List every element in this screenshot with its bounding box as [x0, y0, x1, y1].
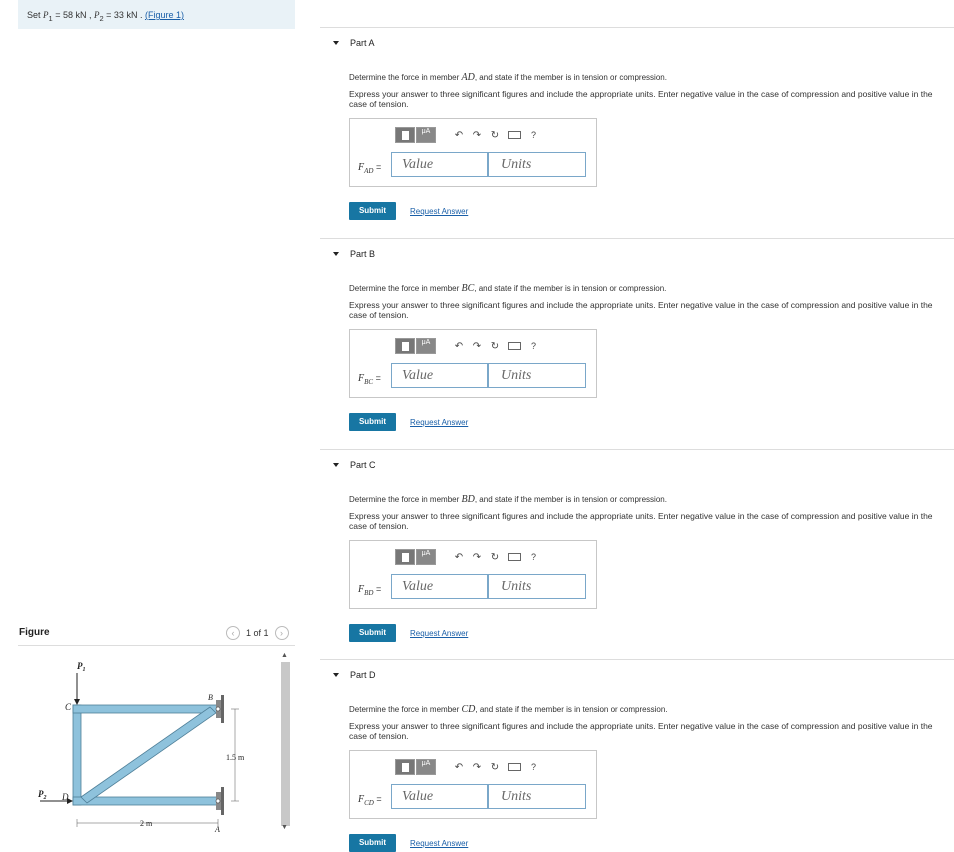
part-divider — [320, 238, 954, 239]
part-title: Part A — [350, 38, 375, 48]
answer-toolbar — [395, 127, 536, 143]
templates-icon[interactable] — [395, 759, 415, 775]
pin-a — [216, 799, 220, 803]
keyboard-icon[interactable] — [508, 131, 521, 139]
question-suffix: , and state if the member is in tension or compression. — [475, 705, 668, 714]
answer-box — [349, 750, 597, 819]
p2-subscript: 2 — [99, 13, 104, 23]
question-text — [349, 704, 949, 715]
question-text — [349, 494, 949, 505]
undo-icon[interactable]: ↶ — [454, 551, 464, 563]
part-divider — [320, 27, 954, 28]
part-divider — [320, 449, 954, 450]
support-b-wall — [221, 695, 224, 723]
undo-icon[interactable]: ↶ — [454, 761, 464, 773]
equals-sign: = — [376, 794, 382, 804]
force-symbol: F — [358, 794, 365, 805]
redo-icon[interactable]: ↷ — [472, 340, 482, 352]
question-text — [349, 72, 949, 83]
reset-icon[interactable]: ↻ — [490, 340, 500, 352]
question-suffix: , and state if the member is in tension or compression. — [474, 495, 667, 504]
caret-down-icon[interactable] — [333, 252, 339, 256]
request-answer-link[interactable]: Request Answer — [410, 207, 469, 216]
label-height: 1.5 m — [226, 753, 245, 762]
member-name: BD — [461, 494, 475, 505]
part-header[interactable] — [333, 249, 375, 259]
answer-box — [349, 329, 597, 398]
reset-icon[interactable]: ↻ — [490, 761, 500, 773]
redo-icon[interactable]: ↷ — [472, 761, 482, 773]
p2-value: = 33 kN . — [103, 10, 143, 20]
question-prefix: Determine the force in member — [349, 73, 462, 82]
undo-icon[interactable]: ↶ — [454, 340, 464, 352]
submit-button[interactable]: Submit — [349, 624, 396, 642]
help-icon[interactable]: ? — [531, 762, 537, 772]
answer-box — [349, 118, 597, 187]
units-icon[interactable]: μA — [416, 759, 436, 775]
truss-figure — [30, 655, 270, 834]
force-label — [358, 794, 382, 807]
undo-icon[interactable]: ↶ — [454, 129, 464, 141]
units-input[interactable]: Units — [488, 152, 586, 177]
label-p2: $P_2$ — [38, 789, 47, 801]
part-header[interactable] — [333, 460, 376, 470]
value-input[interactable]: Value — [391, 574, 488, 599]
p1-symbol: P — [43, 10, 49, 20]
submit-button[interactable]: Submit — [349, 413, 396, 431]
answer-toolbar — [395, 338, 536, 354]
force-subscript: AD — [364, 166, 374, 175]
keyboard-icon[interactable] — [508, 763, 521, 771]
figure-pager — [226, 626, 289, 640]
member-name: AD — [461, 72, 475, 83]
redo-icon[interactable]: ↷ — [472, 551, 482, 563]
figure-divider — [18, 645, 295, 646]
units-input[interactable]: Units — [488, 784, 586, 809]
instructions-text: Express your answer to three significant figures and include the appropriate units. Enter negative value in the case of compression and positive value in the case of tension. — [349, 511, 933, 531]
question-prefix: Determine the force in member — [349, 705, 462, 714]
redo-icon[interactable]: ↷ — [472, 129, 482, 141]
part-divider — [320, 659, 954, 660]
answer-box — [349, 540, 597, 609]
templates-icon[interactable] — [395, 127, 415, 143]
scroll-down-icon[interactable]: ▼ — [281, 824, 288, 831]
instructions-text: Express your answer to three significant figures and include the appropriate units. Enter negative value in the case of compression and positive value in the case of tension. — [349, 89, 933, 109]
units-icon[interactable]: μA — [416, 549, 436, 565]
caret-down-icon[interactable] — [333, 463, 339, 467]
force-subscript: CD — [364, 798, 374, 807]
equals-sign: = — [375, 373, 381, 383]
force-label — [358, 373, 381, 386]
equals-sign: = — [375, 584, 382, 594]
caret-down-icon[interactable] — [333, 673, 339, 677]
p1-value: = 58 kN , — [52, 10, 92, 20]
member-cd — [73, 705, 81, 805]
scroll-up-icon[interactable]: ▲ — [281, 652, 288, 659]
question-suffix: , and state if the member is in tension or compression. — [474, 284, 667, 293]
part-title: Part C — [350, 460, 376, 470]
force-subscript: BD — [364, 588, 374, 597]
request-answer-link[interactable]: Request Answer — [410, 839, 469, 848]
member-name: BC — [461, 283, 475, 294]
answer-toolbar — [395, 549, 536, 565]
value-input[interactable]: Value — [391, 152, 488, 177]
units-input[interactable]: Units — [488, 363, 586, 388]
part-title: Part B — [350, 249, 376, 259]
force-symbol: F — [358, 584, 365, 595]
part-header[interactable] — [333, 38, 375, 48]
support-a-wall — [221, 787, 224, 815]
help-icon[interactable]: ? — [531, 341, 537, 351]
question-prefix: Determine the force in member — [349, 284, 462, 293]
label-a: A — [215, 825, 220, 834]
label-c: C — [65, 702, 72, 712]
force-subscript: BC — [364, 377, 374, 386]
value-input[interactable]: Value — [391, 363, 488, 388]
part-title: Part D — [350, 670, 376, 680]
question-text — [349, 283, 949, 294]
value-input[interactable]: Value — [391, 784, 488, 809]
label-d: D — [62, 792, 69, 802]
figure-link[interactable]: (Figure 1) — [144, 10, 184, 20]
reset-icon[interactable]: ↻ — [490, 129, 500, 141]
figure-scrollbar[interactable] — [278, 652, 292, 834]
member-cb — [73, 705, 218, 713]
p1-subscript: 1 — [48, 13, 53, 23]
keyboard-icon[interactable] — [508, 553, 521, 561]
templates-icon[interactable] — [395, 549, 415, 565]
answer-toolbar — [395, 759, 536, 775]
caret-down-icon[interactable] — [333, 41, 339, 45]
submit-button[interactable]: Submit — [349, 202, 396, 220]
label-width: 2 m — [140, 819, 153, 828]
keyboard-icon[interactable] — [508, 342, 521, 350]
figure-label: Figure — [19, 627, 50, 638]
units-icon[interactable]: μA — [416, 127, 436, 143]
load-p1-head — [74, 699, 80, 705]
question-suffix: , and state if the member is in tension or compression. — [474, 73, 667, 82]
force-symbol: F — [358, 373, 365, 384]
units-icon[interactable]: μA — [416, 338, 436, 354]
pin-b — [216, 707, 220, 711]
member-da — [73, 797, 218, 805]
submit-button[interactable]: Submit — [349, 834, 396, 852]
force-symbol: F — [358, 162, 365, 173]
pager-text: 1 of 1 — [246, 628, 269, 638]
templates-icon[interactable] — [395, 338, 415, 354]
member-db — [81, 707, 216, 803]
question-prefix: Determine the force in member — [349, 495, 462, 504]
member-name: CD — [461, 704, 476, 715]
request-answer-link[interactable]: Request Answer — [410, 629, 469, 638]
label-b: B — [208, 693, 213, 702]
label-p1: $P_1$ — [77, 661, 86, 673]
instructions-text: Express your answer to three significant figures and include the appropriate units. Enter negative value in the case of compression and positive value in the case of tension. — [349, 721, 933, 741]
force-label — [358, 584, 381, 597]
part-header[interactable] — [333, 670, 376, 680]
help-icon[interactable]: ? — [531, 552, 537, 562]
p2-symbol: P — [94, 10, 100, 20]
chevron-left-icon[interactable]: ‹ — [226, 626, 240, 640]
scroll-thumb[interactable] — [281, 662, 290, 826]
equals-sign: = — [375, 162, 382, 172]
force-label — [358, 162, 381, 175]
help-icon[interactable]: ? — [531, 130, 537, 140]
chevron-right-icon[interactable]: › — [275, 626, 289, 640]
reset-icon[interactable]: ↻ — [490, 551, 500, 563]
request-answer-link[interactable]: Request Answer — [410, 418, 469, 427]
units-input[interactable]: Units — [488, 574, 586, 599]
set-prefix: Set — [27, 10, 41, 20]
instructions-text: Express your answer to three significant figures and include the appropriate units. Enter negative value in the case of compression and positive value in the case of tension. — [349, 300, 933, 320]
problem-statement — [18, 0, 295, 29]
